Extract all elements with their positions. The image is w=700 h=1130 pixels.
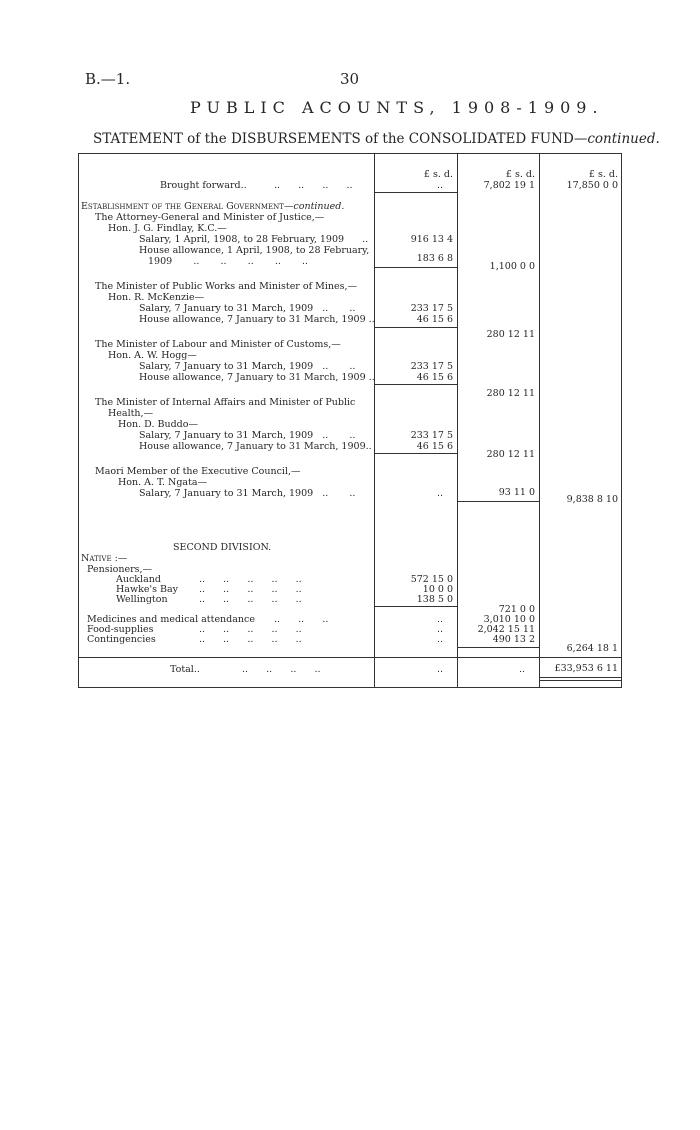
section-heading <box>81 201 344 212</box>
statement-subtitle <box>93 131 660 147</box>
hogg-allowance-amount: 46 15 6 <box>416 372 453 383</box>
food-supplies-dots: .. .. .. .. .. <box>199 624 302 635</box>
mckenzie-salary: Salary, 7 January to 31 March, 1909 .. .. <box>139 303 356 314</box>
pension-hawkes-bay-amount: 10 0 0 <box>422 584 453 595</box>
grand-total-underline-2 <box>540 680 621 681</box>
pensioners-heading: Pensioners,— <box>87 564 153 575</box>
second-division-heading: SECOND DIVISION. <box>173 542 272 553</box>
column-divider-2 <box>457 153 458 688</box>
column-divider-1 <box>374 153 375 688</box>
grand-total-underline-1 <box>540 677 621 678</box>
table-right-border <box>621 153 622 688</box>
table-top-border <box>78 153 622 154</box>
report-reference: B.—1. <box>85 70 131 88</box>
pension-wellington-label: Wellington <box>116 594 168 605</box>
buddo-subtotal-rule <box>375 453 457 454</box>
findlay-salary-amount: 916 13 4 <box>410 234 453 245</box>
pension-wellington-dots: .. .. .. .. .. <box>199 594 302 605</box>
page-number: 30 <box>340 70 360 88</box>
pension-subtotal-rule <box>375 606 457 607</box>
medicines-amount: 3,010 10 0 <box>483 614 535 625</box>
hogg-title: The Minister of Labour and Minister of Customs,— <box>95 339 341 350</box>
pension-hawkes-bay-label: Hawke's Bay <box>116 584 178 595</box>
contingencies-col1: .. <box>436 634 443 645</box>
ngata-subtotal-rule <box>458 501 539 502</box>
mckenzie-title: The Minister of Public Works and Minister of Mines,— <box>95 281 358 292</box>
findlay-allowance-amount: 183 6 8 <box>416 253 453 264</box>
section-heading-continued: continued. <box>293 201 345 212</box>
buddo-title-cont: Health,— <box>108 408 154 419</box>
contingencies-amount: 490 13 2 <box>492 634 535 645</box>
section-heading-main: Establishment of the General Government— <box>81 201 294 212</box>
hogg-house-allowance: House allowance, 7 January to 31 March, 1909 .. <box>139 372 375 383</box>
ngata-title: Maori Member of the Executive Council,— <box>95 466 301 477</box>
food-supplies-amount: 2,042 15 11 <box>477 624 535 635</box>
table-bottom-border <box>78 687 622 688</box>
section-total: 9,838 8 10 <box>566 494 618 505</box>
findlay-total: 1,100 0 0 <box>489 261 535 272</box>
buddo-title: The Minister of Internal Affairs and Minister of Public <box>95 397 356 408</box>
grand-total-amount: £33,953 6 11 <box>554 663 618 674</box>
food-supplies-label: Food-supplies <box>87 624 154 635</box>
brought-forward-col1: .. <box>436 180 443 191</box>
mckenzie-name: Hon. R. McKenzie— <box>108 292 205 303</box>
column-header-3: £ s. d. <box>588 169 618 180</box>
food-supplies-col1: .. <box>436 624 443 635</box>
column-header-1: £ s. d. <box>423 169 453 180</box>
buddo-name: Hon. D. Buddo— <box>118 419 198 430</box>
buddo-allowance-amount: 46 15 6 <box>416 441 453 452</box>
findlay-title: The Attorney-General and Minister of Justice,— <box>95 212 325 223</box>
brought-forward-col3: 17,850 0 0 <box>566 180 618 191</box>
table-left-border <box>78 153 79 688</box>
buddo-salary: Salary, 7 January to 31 March, 1909 .. .. <box>139 430 356 441</box>
grand-total-dots: .. .. .. .. <box>242 664 321 675</box>
grand-total-top-rule <box>78 657 622 658</box>
ngata-col1: .. <box>436 488 443 499</box>
mckenzie-subtotal-rule <box>375 327 457 328</box>
brought-forward-rule <box>375 192 457 193</box>
division-subtotal-rule <box>458 647 539 648</box>
brought-forward-dots: .. .. .. .. <box>274 180 353 191</box>
findlay-salary: Salary, 1 April, 1908, to 28 February, 1909 .. <box>139 234 369 245</box>
pension-total: 721 0 0 <box>498 604 535 615</box>
native-heading: Native :— <box>81 553 128 564</box>
findlay-subtotal-rule <box>375 267 457 268</box>
ngata-salary: Salary, 7 January to 31 March, 1909 .. .. <box>139 488 356 499</box>
mckenzie-house-allowance: House allowance, 7 January to 31 March, 1909 .. <box>139 314 375 325</box>
mckenzie-total: 280 12 11 <box>486 329 535 340</box>
findlay-house-allowance: House allowance, 1 April, 1908, to 28 February, <box>139 245 370 256</box>
grand-total-label: Total.. <box>170 664 200 675</box>
mckenzie-allowance-amount: 46 15 6 <box>416 314 453 325</box>
pension-wellington-amount: 138 5 0 <box>416 594 453 605</box>
column-header-2: £ s. d. <box>505 169 535 180</box>
findlay-house-allowance-cont: 1909 .. .. .. .. .. <box>148 256 309 267</box>
buddo-house-allowance: House allowance, 7 January to 31 March, 1909.. <box>139 441 372 452</box>
hogg-subtotal-rule <box>375 384 457 385</box>
disbursements-table <box>78 153 622 688</box>
hogg-salary: Salary, 7 January to 31 March, 1909 .. .. <box>139 361 356 372</box>
pension-hawkes-bay-dots: .. .. .. .. .. <box>199 584 302 595</box>
brought-forward-label: Brought forward.. <box>160 180 247 191</box>
buddo-total: 280 12 11 <box>486 449 535 460</box>
hogg-total: 280 12 11 <box>486 388 535 399</box>
ngata-name: Hon. A. T. Ngata— <box>118 477 208 488</box>
medicines-col1: .. <box>436 614 443 625</box>
column-divider-3 <box>539 153 540 688</box>
ngata-total: 93 11 0 <box>498 487 535 498</box>
pension-auckland-dots: .. .. .. .. .. <box>199 574 302 585</box>
subtitle-main: STATEMENT of the DISBURSEMENTS of the CONSOLIDATED FUND— <box>93 131 588 147</box>
subtitle-continued: continued. <box>587 131 660 147</box>
contingencies-label: Contingencies <box>87 634 156 645</box>
hogg-salary-amount: 233 17 5 <box>410 361 453 372</box>
page-title: PUBLIC ACOUNTS, 1908-1909. <box>190 98 604 117</box>
grand-total-col2: .. <box>518 664 525 675</box>
grand-total-col1: .. <box>436 664 443 675</box>
medicines-dots: .. .. .. <box>274 614 329 625</box>
mckenzie-salary-amount: 233 17 5 <box>410 303 453 314</box>
division-total: 6,264 18 1 <box>566 643 618 654</box>
pension-auckland-label: Auckland <box>116 574 161 585</box>
medicines-label: Medicines and medical attendance <box>87 614 255 625</box>
hogg-name: Hon. A. W. Hogg— <box>108 350 197 361</box>
contingencies-dots: .. .. .. .. .. <box>199 634 302 645</box>
pension-auckland-amount: 572 15 0 <box>410 574 453 585</box>
brought-forward-col2: 7,802 19 1 <box>483 180 535 191</box>
findlay-name: Hon. J. G. Findlay, K.C.— <box>108 223 227 234</box>
buddo-salary-amount: 233 17 5 <box>410 430 453 441</box>
